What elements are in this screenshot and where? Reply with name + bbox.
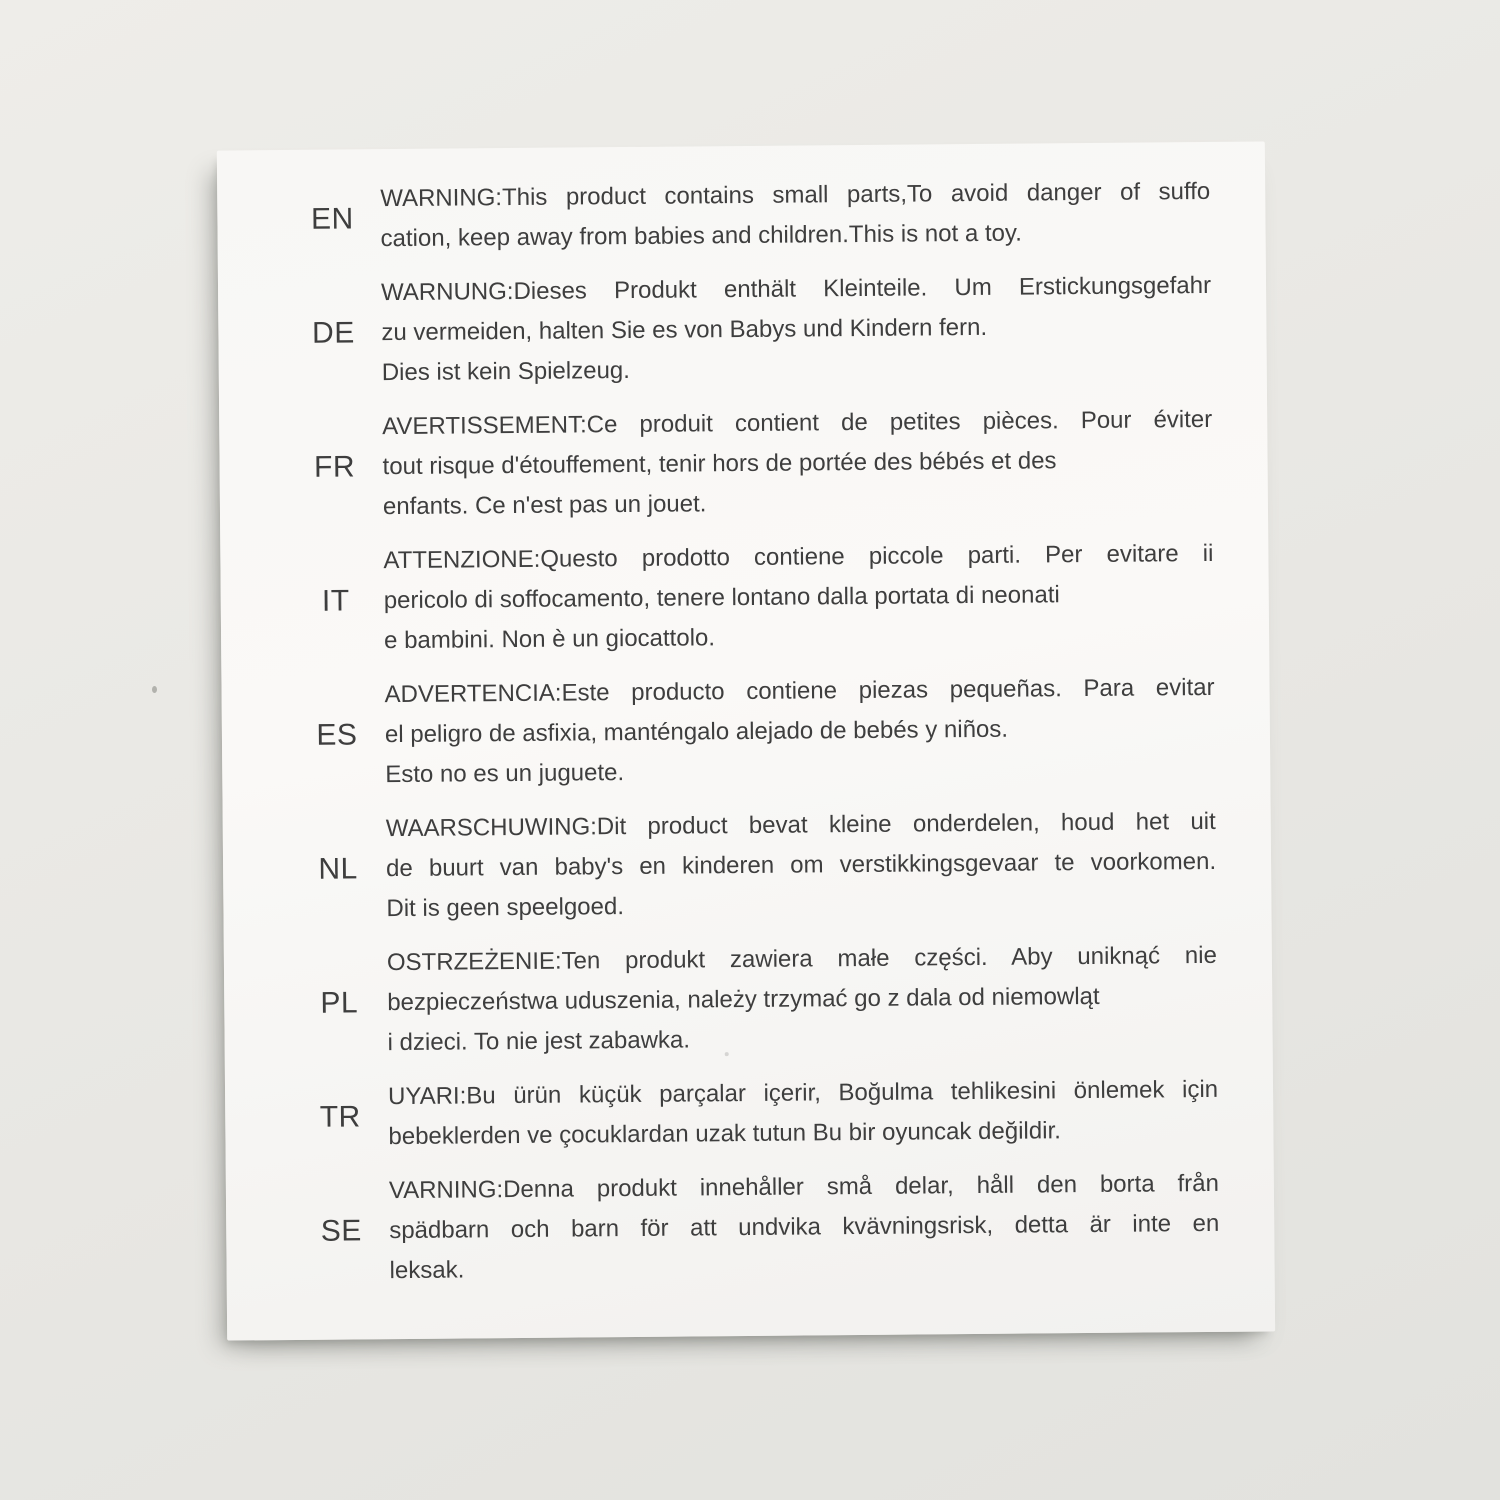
warning-text-block: [389, 1164, 1220, 1291]
warning-text-block: [381, 266, 1212, 393]
warning-line: pericolo di soffocamento, tenere lontano dalla portata di neonati: [383, 581, 1060, 615]
language-code-label: NL: [318, 852, 358, 886]
language-section: [303, 802, 1217, 930]
warning-line: AVERTISSEMENT:Ce produit contient de petites pièces. Pour éviter: [382, 405, 1213, 441]
warning-line: WARNING:This product contains small parts,To avoid danger of suffo: [380, 177, 1211, 213]
warning-line: i dzieci. To nie jest zabawka.: [387, 1026, 691, 1057]
warning-sections: [217, 141, 1275, 1306]
language-code-label: FR: [313, 450, 356, 484]
language-section: [298, 266, 1212, 394]
warning-line: WARNUNG:Dieses Produkt enthält Kleinteile. Um Erstickungsgefahr: [380, 271, 1212, 307]
warning-text-block: [380, 172, 1211, 259]
language-code-label: DE: [311, 316, 355, 350]
language-code-label: SE: [320, 1214, 362, 1248]
warning-line: Dies ist kein Spielzeug.: [381, 356, 631, 387]
warning-line: zu vermeiden, halten Sie es von Babys und Kindern fern.: [381, 313, 988, 347]
warning-label-paper: [217, 141, 1275, 1340]
warning-line: Esto no es un juguete.: [385, 759, 625, 789]
warning-line: bezpieczeństwa uduszenia, należy trzymać go z dala od niemowląt: [387, 982, 1100, 1017]
warning-text-block: [387, 936, 1218, 1063]
warning-text-block: [386, 802, 1217, 929]
language-code-label: PL: [320, 986, 359, 1020]
language-section: [301, 668, 1215, 796]
warning-line: de buurt van baby's en kinderen om verstikkingsgevaar te voorkomen.: [385, 847, 1217, 883]
warning-line: cation, keep away from babies and children.This is not a toy.: [380, 219, 1022, 253]
warning-line: OSTRZEŻENIE:Ten produkt zawiera małe części. Aby uniknąć nie: [386, 941, 1218, 977]
warning-line: tout risque d'étouffement, tenir hors de portée des bébés et des: [382, 447, 1057, 481]
language-code-label: ES: [316, 718, 358, 752]
warning-line: VARNING:Denna produkt innehåller små delar, håll den borta från: [388, 1169, 1219, 1205]
warning-line: e bambini. Non è un giocattolo.: [383, 624, 716, 655]
warning-line: Dit is geen speelgoed.: [386, 893, 625, 923]
language-code-label: IT: [321, 584, 350, 618]
language-code-label: TR: [319, 1100, 361, 1134]
dust-speck: [152, 686, 157, 693]
language-section: [305, 1070, 1219, 1158]
language-section: [300, 534, 1214, 662]
warning-text-block: [383, 534, 1214, 661]
warning-line: el peligro de asfixia, manténgalo alejado de bebés y niños.: [384, 715, 1009, 749]
warning-text-block: [384, 668, 1215, 795]
language-code-label: EN: [310, 202, 354, 236]
warning-text-block: [388, 1070, 1219, 1157]
warning-text-block: [382, 400, 1213, 527]
warning-line: enfants. Ce n'est pas un jouet.: [382, 490, 707, 521]
warning-line: ADVERTENCIA:Este producto contiene piezas pequeñas. Para evitar: [384, 673, 1215, 709]
language-section: [304, 936, 1218, 1064]
warning-line: WAARSCHUWING:Dit product bevat kleine onderdelen, houd het uit: [385, 807, 1216, 843]
warning-line: spädbarn och barn för att undvika kvävningsrisk, detta är inte en: [389, 1209, 1220, 1245]
warning-line: leksak.: [389, 1256, 465, 1285]
language-section: [297, 172, 1211, 260]
language-section: [299, 400, 1213, 528]
warning-line: ATTENZIONE:Questo prodotto contiene piccole parti. Per evitare ii: [383, 539, 1214, 575]
warning-line: UYARI:Bu ürün küçük parçalar içerir, Boğulma tehlikesini önlemek için: [387, 1075, 1219, 1111]
warning-line: bebeklerden ve çocuklardan uzak tutun Bu bir oyuncak değildir.: [388, 1117, 1061, 1151]
language-section: [306, 1164, 1220, 1292]
